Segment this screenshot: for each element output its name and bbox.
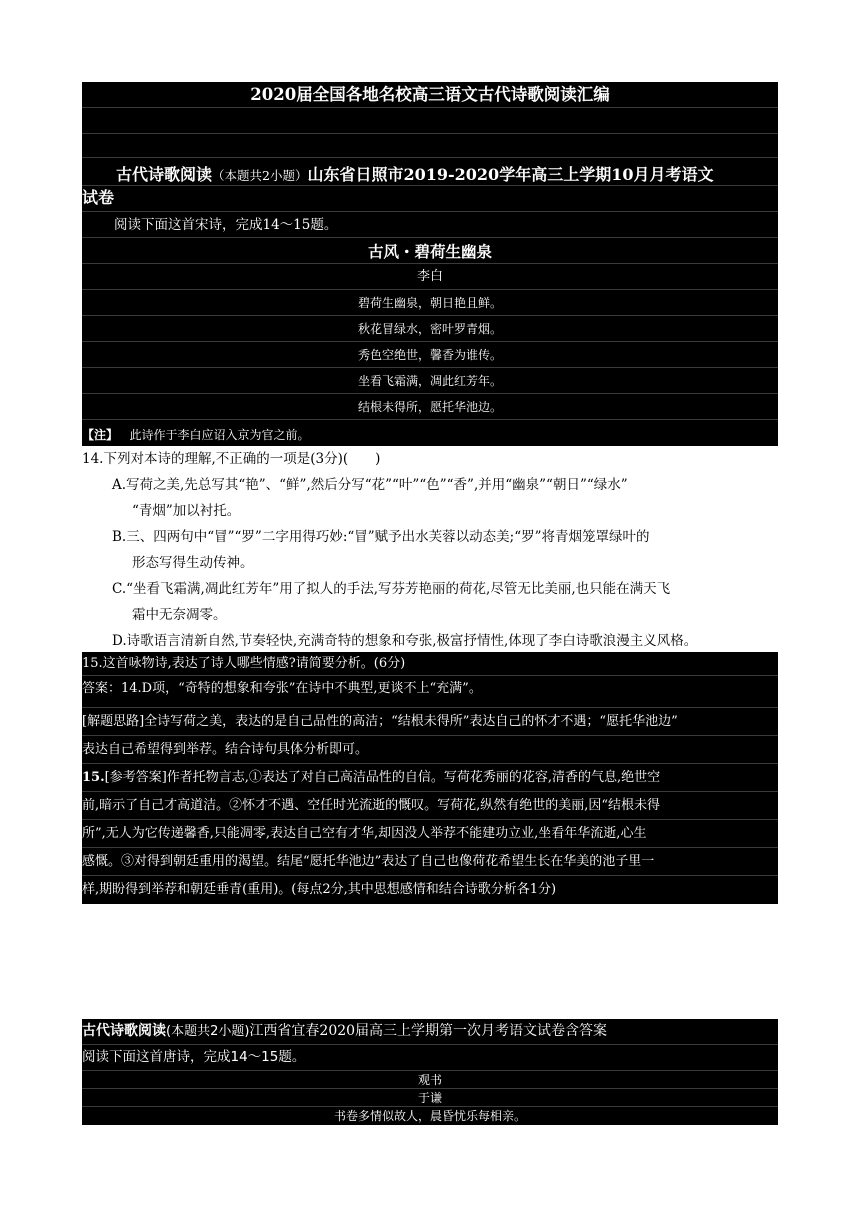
section-source: 山东省日照市2019-2020学年高三上学期10月月考语文 (307, 165, 714, 184)
option-b: B.三、四两句中“冒”“罗”二字用得巧妙:“冒”赋予出水芙蓉以动态美;“罗”将青烟笼罩绿叶的 形态写得生动传神。 (112, 529, 650, 571)
section1-block (82, 82, 778, 446)
answer-14: 答案：14.D项，“奇特的想象和夸张”在诗中不典型,更谈不上“充满”。 (82, 676, 778, 708)
reference-label: 15. (82, 770, 105, 785)
option-c: C.“坐看飞霜满,凋此红芳年”用了拟人的手法,写芬芳艳丽的荷花,尽管无比美丽,也只能在满天飞 霜中无奈凋零。 (112, 581, 671, 623)
section1-heading (82, 158, 778, 186)
question-14 (82, 446, 778, 654)
option-a: A.写荷之美,先总写其“艳”、“鲜”,然后分写“花”“叶”“色”“香”,并用“幽泉”“朝日”“绿水” “青烟”加以衬托。 (112, 477, 628, 519)
section1-heading-tail: 试卷 (82, 186, 778, 212)
question-stem: 14.下列对本诗的理解,不正确的一项是(3分)( ) (82, 451, 381, 467)
reference-answer-line: 所”,无人为它传递馨香,只能凋零,表达自己空有才华,却因没人举荐不能建功立业,坐看年华流逝,心生 (82, 820, 778, 848)
note-label: 【注】 (82, 428, 119, 442)
section2-heading (82, 1019, 778, 1045)
section-source: 江西省宜春2020届高三上学期第一次月考语文试卷含答案 (249, 1023, 608, 1039)
instruction: 阅读下面这首宋诗，完成14～15题。 (82, 212, 778, 238)
blank-row (82, 134, 778, 158)
document-title: 2020届全国各地名校高三语文古代诗歌阅读汇编 (82, 82, 778, 108)
note-text: 此诗作于李白应诏入京为官之前。 (129, 428, 310, 442)
reference-answer-line: 样,期盼得到举荐和朝廷垂青(重用)。(每点2分,其中思想感情和结合诗歌分析各1分) (82, 882, 557, 897)
answers-block (82, 652, 778, 904)
section2-block (82, 1019, 778, 1125)
poem-line: 碧荷生幽泉，朝日艳且鲜。 (82, 290, 778, 316)
section-sub: (本题共2小题) (166, 1024, 250, 1039)
thinking-line: 表达自己希望得到举荐。结合诗句具体分析即可。 (82, 736, 778, 764)
poem-title: 观书 (82, 1071, 778, 1089)
section-label: 古代诗歌阅读 (116, 165, 213, 184)
poem-line: 坐看飞霜满，凋此红芳年。 (82, 368, 778, 394)
poem-line: 秀色空绝世，馨香为谁传。 (82, 342, 778, 368)
blank-row (82, 108, 778, 134)
question-15: 15.这首咏物诗,表达了诗人哪些情感?请简要分析。(6分) (82, 652, 778, 676)
thinking-line: [解题思路]全诗写荷之美，表达的是自己品性的高洁；“结根未得所”表达自己的怀才不遇；“愿托华池边” (82, 708, 778, 736)
reference-answer-line: 感慨。③对得到朝廷重用的渴望。结尾“愿托华池边”表达了自己也像荷花希望生长在华美的池子里一 (82, 848, 778, 876)
section-label: 古代诗歌阅读 (82, 1023, 166, 1039)
poem-line: 书卷多情似故人，晨昏忧乐每相亲。 (333, 1109, 526, 1123)
poem-title: 古风・碧荷生幽泉 (82, 238, 778, 264)
option-d: D.诗歌语言清新自然,节奏轻快,充满奇特的想象和夸张,极富抒情性,体现了李白诗歌浪漫主义风格。 (112, 633, 698, 649)
poem-author: 于谦 (82, 1089, 778, 1107)
poem-line: 结根未得所，愿托华池边。 (82, 394, 778, 420)
poem-line: 秋花冒绿水，密叶罗青烟。 (82, 316, 778, 342)
reference-answer-line: 15.[参考答案]作者托物言志,①表达了对自己高洁品性的自信。写荷花秀丽的花容,清香的气息,绝世空 (82, 764, 778, 792)
section-sub: （本题共2小题） (212, 168, 308, 183)
reference-answer-line: 前,暗示了自己才高道洁。②怀才不遇、空任时光流逝的慨叹。写荷花,纵然有绝世的美丽,因“结根未得 (82, 792, 778, 820)
poem-note (82, 420, 778, 446)
poem-author: 李白 (82, 264, 778, 290)
instruction: 阅读下面这首唐诗，完成14～15题。 (82, 1045, 778, 1071)
